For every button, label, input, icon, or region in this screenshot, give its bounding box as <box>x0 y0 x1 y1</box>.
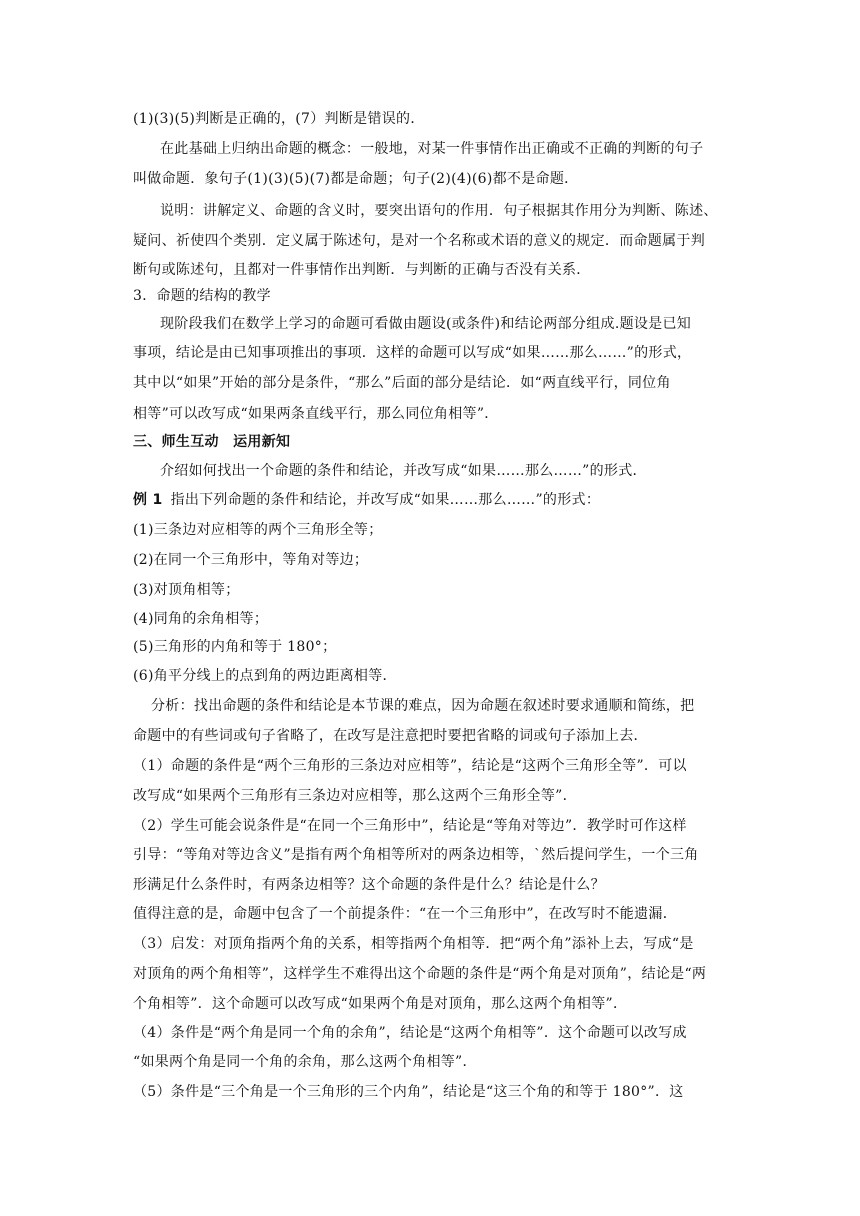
text-line: 其中以“如果”开始的部分是条件，“那么”后面的部分是结论．如“两直线平行，同位角 <box>133 375 671 391</box>
text-line: （5）条件是“三个角是一个三角形的三个内角”，结论是“这三个角的和等于 180°”．这 <box>133 1084 684 1100</box>
section-heading: 3．命题的结构的教学 <box>133 288 271 304</box>
text-line: （1）命题的条件是“两个三角形的三条边对应相等”，结论是“这两个三角形全等”．可以 <box>133 758 687 774</box>
text-line: 分析：找出命题的条件和结论是本节课的难点，因为命题在叙述时要求通顺和简练，把 <box>151 698 695 714</box>
list-item: (5)三角形的内角和等于 180°； <box>133 639 337 655</box>
example-label: 例 1 <box>133 492 163 508</box>
text-line: 现阶段我们在数学上学习的命题可看做由题设(或条件)和结论两部分组成.题设是已知 <box>160 316 692 332</box>
list-item: (2)在同一个三角形中，等角对等边； <box>133 552 369 568</box>
example-text: 指出下列命题的条件和结论，并改写成“如果……那么……”的形式： <box>170 492 601 508</box>
text-line: 引导：“等角对等边含义”是指有两个角相等所对的两条边相等，`然后提问学生，一个三角 <box>133 847 699 863</box>
list-item: (4)同角的余角相等； <box>133 611 269 627</box>
text-line: 改写成“如果两个三角形有三条边对应相等，那么这两个三角形全等”． <box>133 788 577 804</box>
list-item: (6)角平分线上的点到角的两边距离相等． <box>133 668 397 684</box>
text-line: 值得注意的是，命题中包含了一个前提条件：“在一个三角形中”，在改写时不能遗漏． <box>133 906 678 922</box>
text-line: 个角相等”．这个命题可以改写成“如果两个角是对顶角，那么这两个角相等”． <box>133 996 628 1012</box>
text-line: 在此基础上归纳出命题的概念：一般地，对某一件事情作出正确或不正确的判断的句子 <box>160 141 704 157</box>
text-line: 疑问、祈使四个类别．定义属于陈述句，是对一个名称或术语的意义的规定．而命题属于判 <box>133 233 705 249</box>
text-line: 相等”可以改写成“如果两条直线平行，那么同位角相等”． <box>133 406 499 422</box>
text-line: 命题中的有些词或句子省略了，在改写是注意把时要把省略的词或句子添加上去． <box>133 728 648 744</box>
example-line <box>133 491 733 509</box>
text-line: 事项，结论是由已知事项推出的事项．这样的命题可以写成“如果……那么……”的形式， <box>133 345 692 361</box>
text-line: 叫做命题．象句子(1)(3)(5)(7)都是命题；句子(2)(4)(6)都不是命题． <box>133 171 579 187</box>
text-line: 介绍如何找出一个命题的条件和结论，并改写成“如果……那么……”的形式． <box>160 463 647 479</box>
text-line: （4）条件是“两个角是同一个角的余角”，结论是“这两个角相等”．这个命题可以改写成 <box>133 1025 687 1041</box>
text-line: 对顶角的两个角相等”，这样学生不难得出这个命题的条件是“两个角是对顶角”，结论是“两 <box>133 966 707 982</box>
list-item: (3)对顶角相等； <box>133 582 240 598</box>
text-line: 形满足什么条件时，有两条边相等？这个命题的条件是什么？结论是什么？ <box>133 877 605 893</box>
text-line: (1)(3)(5)判断是正确的，(7）判断是错误的． <box>133 111 425 127</box>
text-line: 说明：讲解定义、命题的含义时，要突出语句的作用．句子根据其作用分为判断、陈述、 <box>160 203 718 219</box>
text-line: 断句或陈述句，且都对一件事情作出判断．与判断的正确与否没有关系． <box>133 262 591 278</box>
text-line: （2）学生可能会说条件是“在同一个三角形中”，结论是“等角对等边”．教学时可作这样 <box>133 818 687 834</box>
section-heading: 三、师生互动 运用新知 <box>133 434 291 450</box>
list-item: (1)三条边对应相等的两个三角形全等； <box>133 522 383 538</box>
text-line: “如果两个角是同一个角的余角，那么这两个角相等”． <box>133 1054 477 1070</box>
text-line: （3）启发：对顶角指两个角的关系，相等指两个角相等．把“两个角”添补上去，写成“是 <box>133 936 694 952</box>
